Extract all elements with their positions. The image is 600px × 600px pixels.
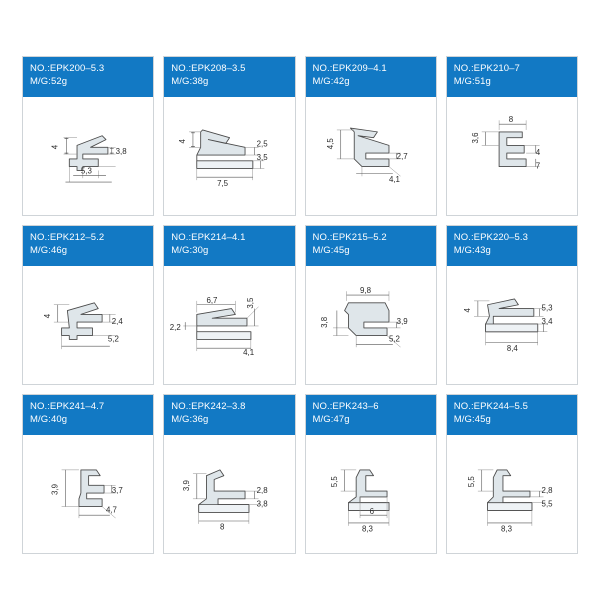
profile-card[interactable] — [22, 56, 154, 216]
card-header — [306, 395, 436, 435]
profile-card[interactable] — [22, 225, 154, 385]
profile-shape — [499, 132, 526, 167]
dimension-label: 2,8 — [256, 486, 268, 496]
profile-number: NO.:EPK200–5.3 — [30, 63, 105, 74]
dimension-label: 5,5 — [466, 476, 476, 488]
dimension-label: 3,6 — [470, 132, 480, 144]
dimension-label: 5,2 — [388, 334, 400, 344]
profile-weight: M/G:45g — [312, 244, 350, 256]
profile-shape — [199, 470, 249, 512]
profile-number: NO.:EPK241–4.7 — [30, 401, 105, 412]
profile-drawing — [306, 435, 436, 553]
profile-shape — [197, 130, 253, 169]
profile-card[interactable] — [305, 394, 437, 554]
profile-weight: M/G:42g — [312, 75, 350, 87]
profile-weight: M/G:40g — [30, 413, 68, 425]
profile-drawing — [23, 97, 153, 215]
dimension-label: 3,7 — [111, 486, 123, 496]
profile-shape — [69, 136, 108, 171]
dimension-label: 2,4 — [111, 317, 123, 327]
dimension-label: 3,5 — [246, 297, 256, 309]
profile-card[interactable] — [446, 394, 578, 554]
card-header — [447, 226, 577, 266]
profile-card[interactable] — [163, 56, 295, 216]
profile-weight: M/G:38g — [171, 75, 209, 87]
dimension-label: 2,7 — [396, 151, 408, 161]
profile-drawing — [164, 97, 294, 215]
dimension-label: 5,3 — [80, 166, 92, 176]
profile-weight: M/G:47g — [312, 413, 350, 425]
card-header — [164, 57, 294, 97]
profile-drawing — [23, 435, 153, 553]
profile-grid — [22, 56, 578, 554]
profile-shape — [350, 128, 389, 167]
dimension-label: 4 — [50, 144, 60, 150]
profile-drawing — [23, 266, 153, 384]
card-header — [306, 57, 436, 97]
profile-drawing — [306, 97, 436, 215]
dimension-label: 4,1 — [388, 175, 400, 185]
profile-drawing — [447, 266, 577, 384]
card-header — [447, 395, 577, 435]
dimension-label: 2,5 — [256, 139, 268, 149]
card-header — [23, 226, 153, 266]
card-header — [447, 57, 577, 97]
dimension-label: 4 — [43, 313, 53, 319]
dimension-label: 3,8 — [256, 499, 268, 509]
profile-shape — [348, 470, 389, 511]
profile-weight: M/G:43g — [453, 244, 491, 256]
dimension-label: 8 — [220, 522, 225, 532]
profile-number: NO.:EPK220–5.3 — [453, 232, 529, 243]
profile-shape — [197, 309, 251, 340]
profile-weight: M/G:46g — [30, 244, 68, 256]
profile-number: NO.:EPK209–4.1 — [312, 63, 387, 74]
dimension-label: 6 — [369, 507, 374, 517]
profile-card[interactable] — [163, 225, 295, 385]
dimension-label: 3,9 — [50, 483, 60, 495]
dimension-label: 3,8 — [319, 316, 329, 328]
dimension-label: 4 — [462, 308, 472, 313]
profile-weight: M/G:45g — [453, 413, 491, 425]
card-header — [164, 226, 294, 266]
dimension-label: 2,8 — [541, 486, 553, 496]
dimension-label: 3,9 — [182, 480, 192, 492]
card-header — [23, 57, 153, 97]
dimension-label: 4,7 — [105, 505, 117, 515]
profile-card[interactable] — [305, 225, 437, 385]
card-header — [306, 226, 436, 266]
profile-number: NO.:EPK212–5.2 — [30, 232, 105, 243]
profile-shape — [485, 299, 537, 332]
dimension-label: 5,3 — [541, 303, 553, 313]
profile-card[interactable] — [22, 394, 154, 554]
dimension-label: 8,4 — [506, 344, 518, 354]
profile-drawing — [164, 435, 294, 553]
card-header — [164, 395, 294, 435]
dimension-label: 4,5 — [325, 138, 335, 150]
profile-number: NO.:EPK208–3.5 — [171, 63, 246, 74]
profile-card[interactable] — [163, 394, 295, 554]
profile-number: NO.:EPK244–5.5 — [453, 401, 529, 412]
profile-shape — [62, 303, 103, 340]
profile-weight: M/G:30g — [171, 244, 209, 256]
profile-number: NO.:EPK215–5.2 — [312, 232, 387, 243]
profile-card[interactable] — [305, 56, 437, 216]
dimension-label: 3,8 — [115, 147, 127, 157]
dimension-label: 5,5 — [329, 476, 339, 488]
dimension-label: 7 — [535, 161, 540, 171]
dimension-label: 3,9 — [396, 317, 408, 327]
profile-number: NO.:EPK243–6 — [312, 401, 379, 412]
card-header — [23, 395, 153, 435]
profile-weight: M/G:52g — [30, 75, 68, 87]
profile-card[interactable] — [446, 225, 578, 385]
dimension-label: 5,2 — [107, 334, 119, 344]
dimension-label: 9,8 — [359, 286, 371, 296]
dimension-label: 6,7 — [206, 295, 218, 305]
profile-number: NO.:EPK210–7 — [453, 63, 520, 74]
extension-lines — [474, 301, 547, 345]
dimension-label: 2,2 — [170, 322, 182, 332]
profile-shape — [487, 470, 531, 511]
dimension-label: 5,5 — [541, 499, 553, 509]
profile-weight: M/G:51g — [453, 75, 491, 87]
dimension-label: 8 — [508, 115, 513, 125]
profile-number: NO.:EPK242–3.8 — [171, 401, 246, 412]
profile-drawing — [164, 266, 294, 384]
dimension-label: 3,4 — [541, 317, 553, 327]
profile-drawing — [447, 435, 577, 553]
profile-number: NO.:EPK214–4.1 — [171, 232, 246, 243]
dimension-label: 3,5 — [256, 152, 268, 162]
dimension-label: 8,3 — [361, 524, 373, 534]
profile-drawing — [447, 97, 577, 215]
profile-shape — [344, 303, 388, 336]
profile-shape — [79, 470, 104, 507]
dimension-label: 4 — [535, 148, 540, 158]
profile-weight: M/G:36g — [171, 413, 209, 425]
profile-card[interactable] — [446, 56, 578, 216]
dimension-label: 7,5 — [217, 178, 229, 188]
dimension-label: 4 — [178, 139, 188, 144]
extension-lines — [478, 470, 546, 526]
profile-drawing — [306, 266, 436, 384]
dimension-label: 4,1 — [243, 347, 255, 357]
dimension-label: 8,3 — [500, 524, 512, 534]
